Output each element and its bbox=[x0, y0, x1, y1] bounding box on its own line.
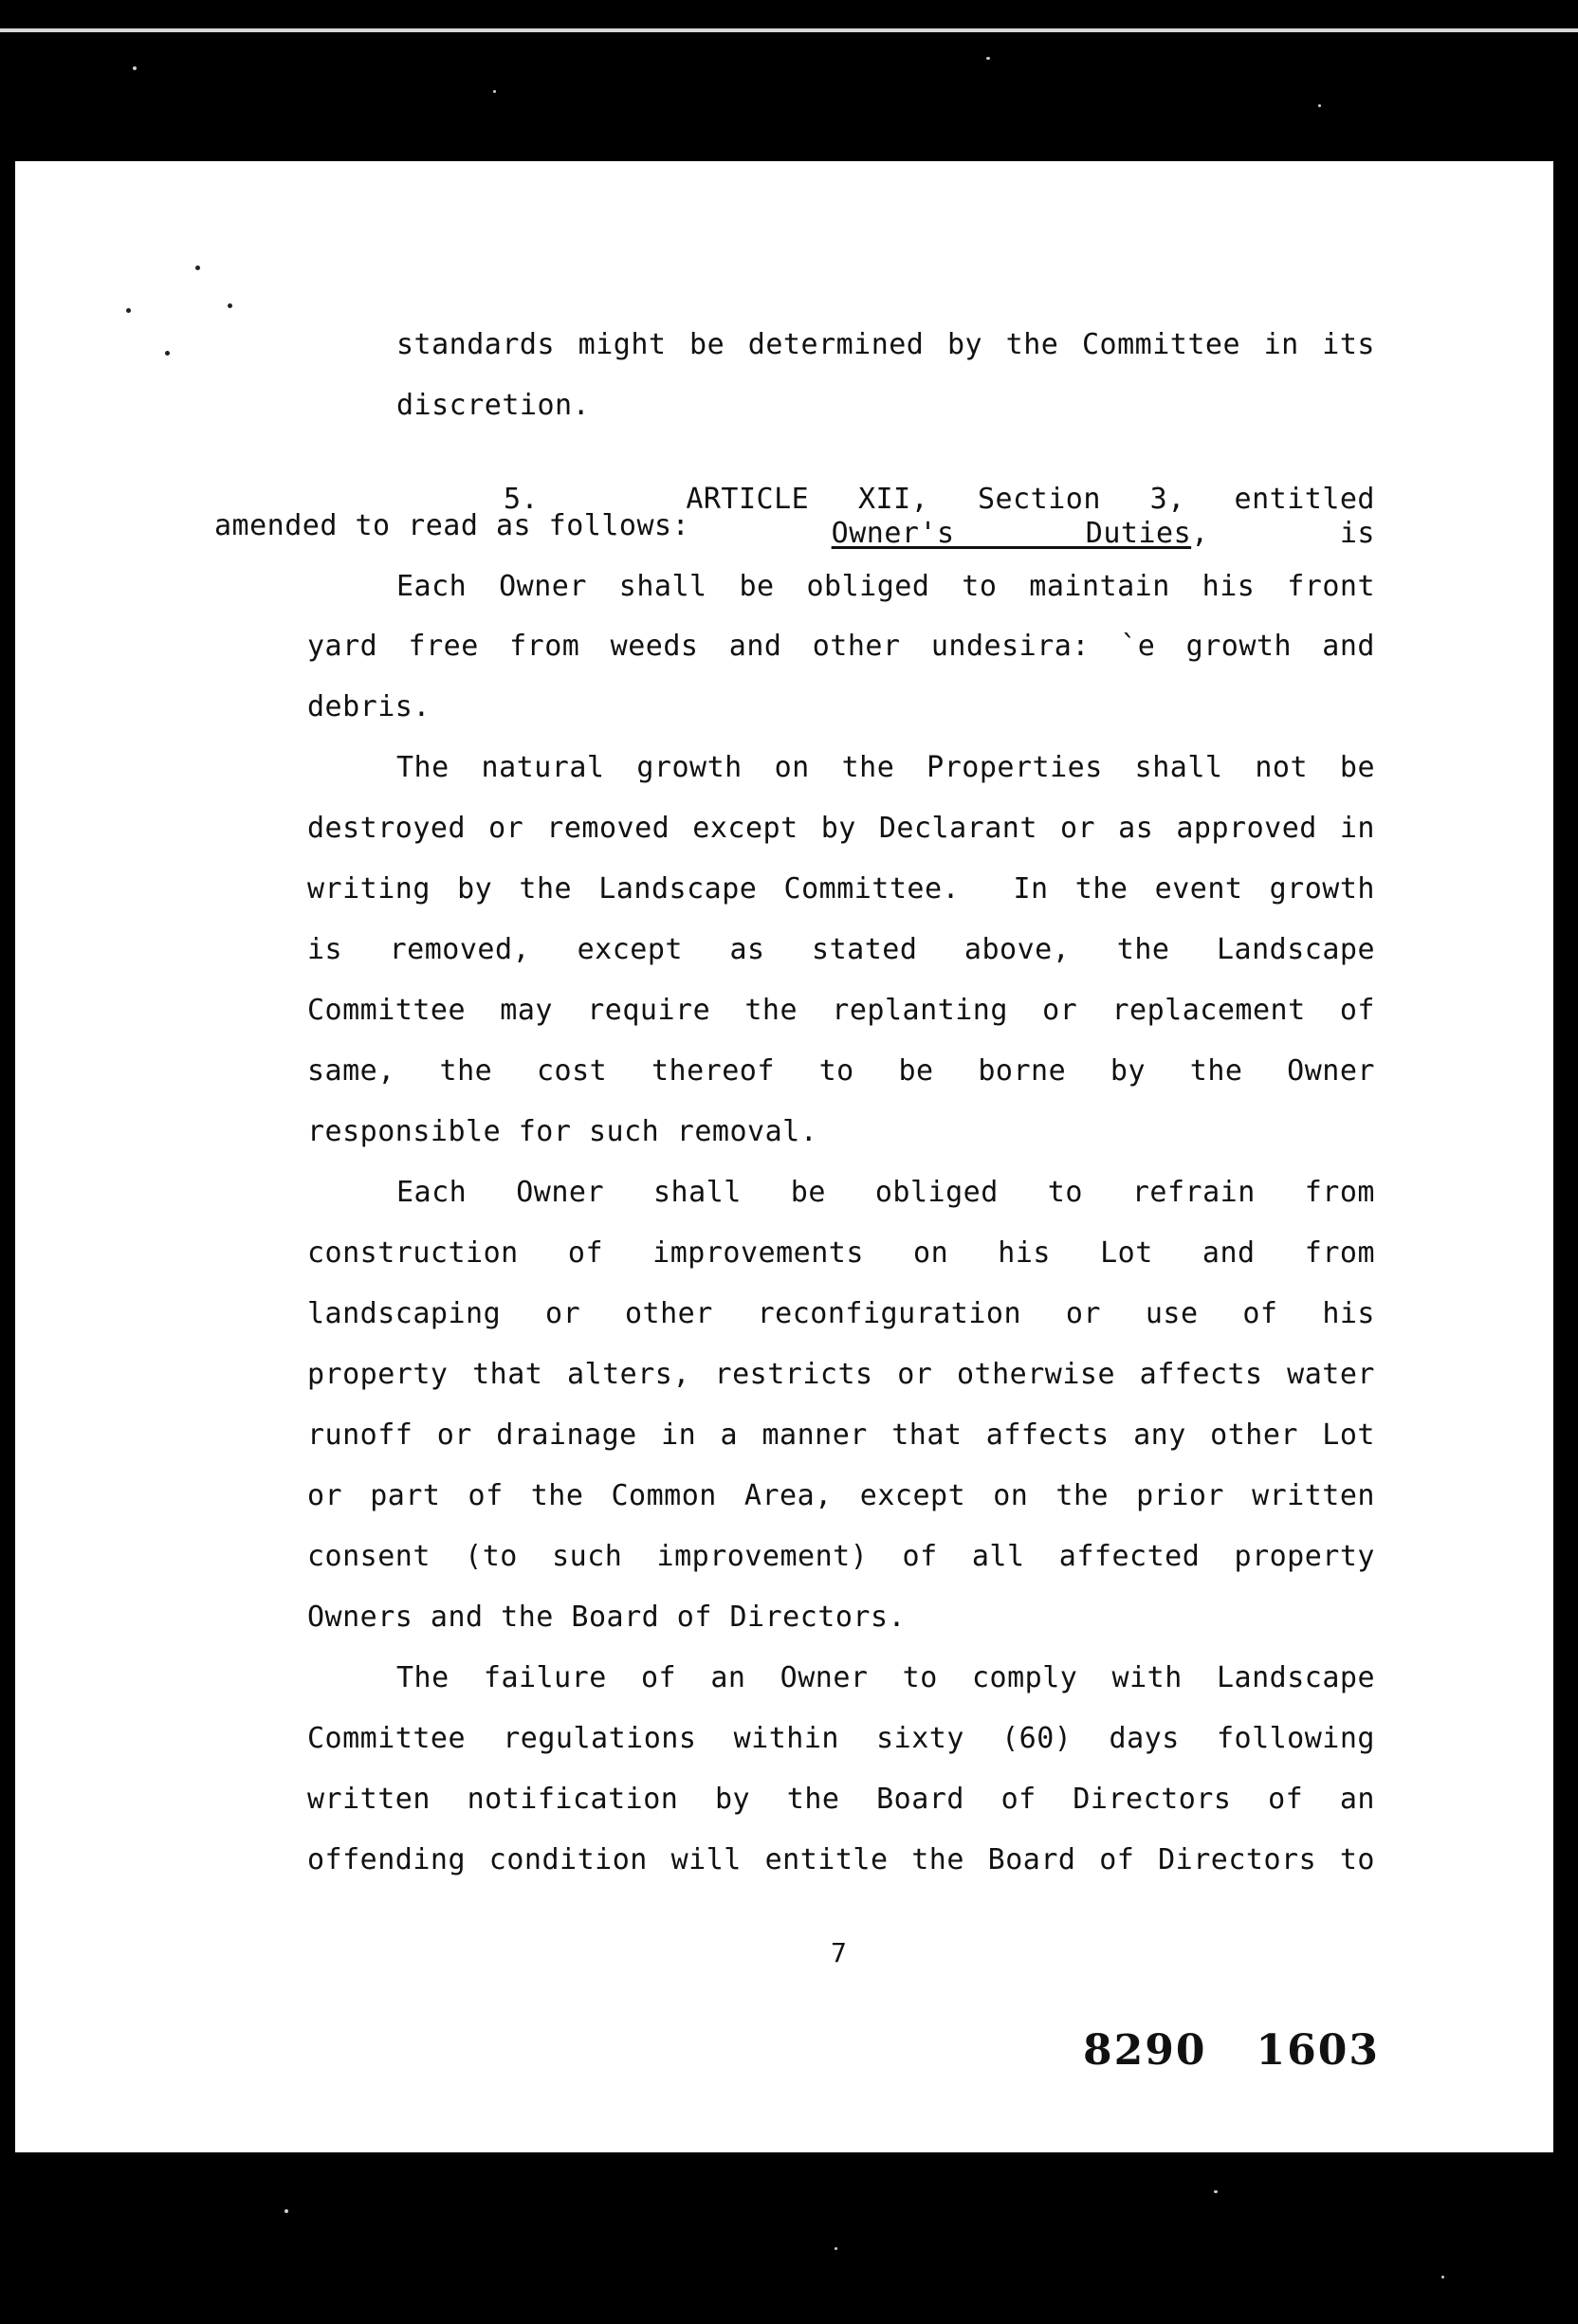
noise-speck bbox=[133, 66, 137, 70]
body-line: Owners and the Board of Directors. bbox=[307, 1601, 907, 1634]
body-line: yard free from weeds and other undesira: `e growth and bbox=[307, 630, 1375, 663]
section-title: Owner's Duties bbox=[831, 517, 1192, 550]
body-line: discretion. bbox=[396, 389, 591, 422]
body-line: destroyed or removed except by Declarant or as approved in bbox=[307, 812, 1375, 845]
body-line: The failure of an Owner to comply with Landscape bbox=[396, 1661, 1375, 1694]
noise-speck bbox=[284, 2209, 288, 2213]
body-line: Each Owner shall be obliged to refrain from bbox=[396, 1176, 1375, 1209]
section-heading-suffix: , is bbox=[1191, 517, 1375, 550]
body-line: runoff or drainage in a manner that affects any other Lot bbox=[307, 1418, 1375, 1452]
section-number-and-reference: 5. ARTICLE XII, Section 3, entitled bbox=[503, 483, 1375, 516]
body-line: consent (to such improvement) of all affected property bbox=[307, 1540, 1375, 1573]
stray-mark bbox=[228, 303, 232, 308]
body-line: landscaping or other reconfiguration or use of his bbox=[307, 1297, 1375, 1330]
noise-speck bbox=[493, 90, 496, 93]
stray-mark bbox=[165, 351, 170, 356]
document-number-part: 8290 bbox=[1083, 2026, 1207, 2075]
body-line: property that alters, restricts or otherwise affects water bbox=[307, 1358, 1375, 1391]
body-line: Each Owner shall be obliged to maintain his front bbox=[396, 570, 1375, 603]
body-line: writing by the Landscape Committee. In the event growth bbox=[307, 872, 1375, 906]
body-line: amended to read as follows: bbox=[214, 509, 690, 542]
noise-speck bbox=[1441, 2276, 1444, 2278]
body-line: responsible for such removal. bbox=[307, 1115, 818, 1148]
stray-mark bbox=[195, 265, 200, 270]
body-line: debris. bbox=[307, 690, 431, 723]
body-line: standards might be determined by the Committee in its bbox=[396, 328, 1375, 361]
stray-mark bbox=[126, 308, 131, 313]
document-number-part: 1603 bbox=[1256, 2026, 1380, 2075]
page-number: 7 bbox=[831, 1937, 847, 1968]
body-line: construction of improvements on his Lot and from bbox=[307, 1236, 1375, 1270]
body-line: written notification by the Board of Directors of an bbox=[307, 1783, 1375, 1816]
noise-speck bbox=[835, 2247, 837, 2250]
body-line: or part of the Common Area, except on the prior written bbox=[307, 1479, 1375, 1512]
noise-speck bbox=[986, 57, 990, 60]
body-line: same, the cost thereof to be borne by the Owner bbox=[307, 1054, 1375, 1088]
noise-speck bbox=[1214, 2190, 1218, 2193]
document-number bbox=[1083, 2026, 1380, 2075]
body-line: Committee regulations within sixty (60) days following bbox=[307, 1722, 1375, 1755]
document-page bbox=[15, 161, 1553, 2152]
top-rule bbox=[0, 28, 1578, 32]
body-line: offending condition will entitle the Board of Directors to bbox=[307, 1843, 1375, 1876]
body-line: Committee may require the replanting or replacement of bbox=[307, 994, 1375, 1027]
body-line: The natural growth on the Properties shall not be bbox=[396, 751, 1375, 784]
noise-speck bbox=[1318, 104, 1321, 107]
body-line: is removed, except as stated above, the Landscape bbox=[307, 933, 1375, 966]
